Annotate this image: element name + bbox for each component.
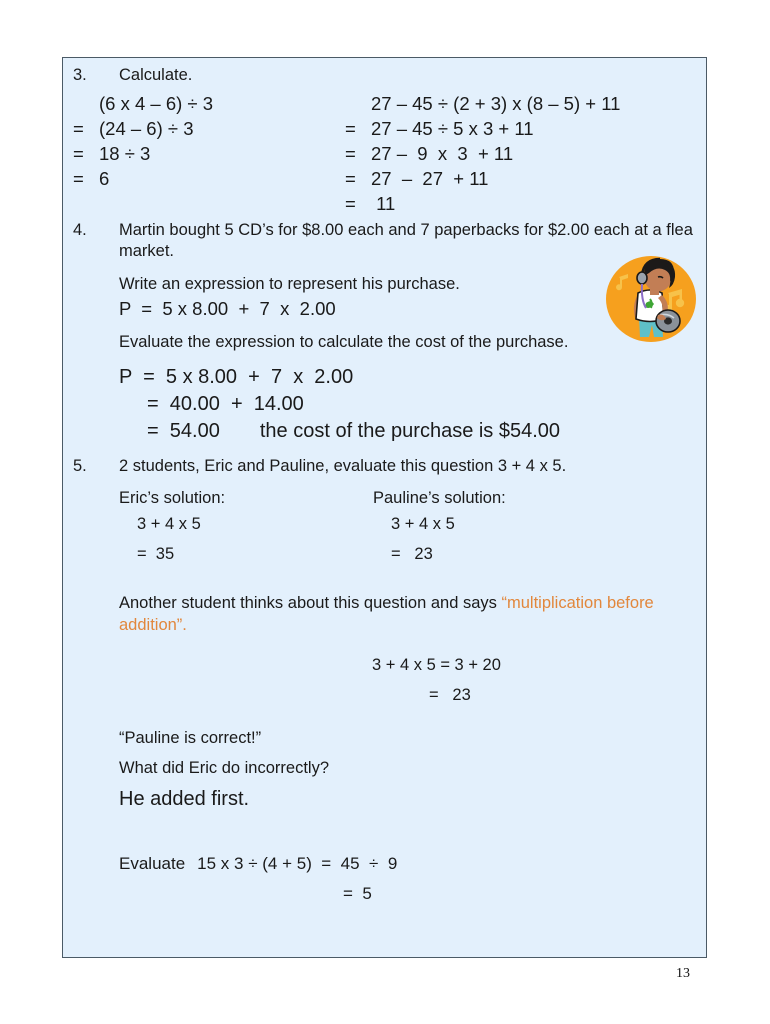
q3-right-step-4: [345, 191, 695, 216]
q4-solution-line-3: [119, 418, 703, 445]
center-work-line-2: = 23: [429, 686, 471, 704]
pauline-solution-line-2: = 23: [391, 545, 433, 563]
pauline-solution-line-1: 3 + 4 x 5: [391, 515, 455, 533]
question-5-evaluate-task: [119, 849, 703, 909]
q3-left-step-3-value: 6: [99, 168, 110, 189]
question-3-right-column: [345, 91, 695, 216]
equals-sign: =: [345, 118, 356, 139]
question-3-prompt: Calculate.: [119, 66, 193, 84]
q3-right-step-3: [345, 166, 695, 191]
another-student-suffix: .: [182, 616, 187, 634]
question-4-ask-evaluate: Evaluate the expression to calculate the cost of the purchase.: [119, 333, 569, 351]
another-student-statement: [119, 592, 679, 636]
pauline-solution-column: [373, 488, 653, 569]
student-answer: He added first.: [119, 788, 250, 810]
boy-with-headphones-icon: [606, 255, 696, 343]
pauline-solution-heading: Pauline’s solution:: [373, 489, 506, 507]
question-4-ask-expression: Write an expression to represent his purchase.: [119, 275, 460, 293]
q3-left-step-3: [73, 166, 363, 191]
worksheet-box: [62, 57, 707, 958]
question-5-center-work: [119, 650, 703, 710]
question-3: [73, 65, 703, 213]
question-3-left-column: [73, 91, 363, 191]
page-number: 13: [676, 966, 690, 981]
question-5-solutions: [119, 488, 703, 588]
q3-left-expression: (6 x 4 – 6) ÷ 3: [99, 93, 214, 114]
q3-right-step-4-value: 11: [371, 193, 396, 214]
question-4-number: 4.: [73, 221, 87, 239]
question-3-header: [73, 65, 703, 89]
q3-right-step-1: [345, 116, 695, 141]
q3-left-step-1-value: (24 – 6) ÷ 3: [99, 118, 194, 139]
question-3-columns: [73, 91, 703, 213]
question-4-expression: P = 5 x 8.00 + 7 x 2.00: [119, 298, 336, 319]
another-student-prefix: Another student thinks about this question and says: [119, 594, 502, 612]
verdict-text: “Pauline is correct!”: [119, 729, 262, 747]
question-5: [73, 456, 703, 909]
q3-right-step-2: [345, 141, 695, 166]
q3-left-step-2: [73, 141, 363, 166]
eric-solution-column: [119, 488, 369, 569]
q3-left-step-1: [73, 116, 363, 141]
another-student-quote: “multiplication before addition”: [119, 594, 654, 634]
equals-sign: =: [73, 143, 84, 164]
question-4-stem: Martin bought 5 CD’s for $8.00 each and 7 paperbacks for $2.00 each at a flea market.: [119, 221, 698, 260]
q4-conclusion: the cost of the purchase is $54.00: [259, 420, 561, 442]
q4-solution-line-2: = 40.00 + 14.00: [147, 393, 304, 415]
q3-right-step-3-value: 27 – 27 + 11: [371, 168, 489, 189]
q3-right-expression: 27 – 45 ÷ (2 + 3) x (8 – 5) + 11: [371, 93, 621, 114]
question-5-stem: 2 students, Eric and Pauline, evaluate this question 3 + 4 x 5.: [119, 457, 567, 475]
question-3-number: 3.: [73, 66, 87, 84]
eric-solution-line-2: = 35: [137, 545, 175, 563]
question-5-number: 5.: [73, 457, 87, 475]
q3-left-step-2-value: 18 ÷ 3: [99, 143, 151, 164]
q3-right-step-1-value: 27 – 45 ÷ 5 x 3 + 11: [371, 118, 534, 139]
eric-solution-line-1: 3 + 4 x 5: [137, 515, 201, 533]
q4-solution-line-1: P = 5 x 8.00 + 7 x 2.00: [119, 366, 354, 388]
evaluate-line-2: = 5: [343, 884, 372, 903]
equals-sign: =: [73, 118, 84, 139]
follow-up-question: What did Eric do incorrectly?: [119, 759, 329, 777]
equals-sign: =: [73, 168, 84, 189]
q3-right-step-2-value: 27 – 9 x 3 + 11: [371, 143, 514, 164]
question-5-conclusion: [119, 723, 703, 815]
question-4-solution: [119, 364, 703, 445]
evaluate-line-1: [119, 849, 703, 879]
equals-sign: =: [345, 193, 356, 214]
evaluate-expression: 15 x 3 ÷ (4 + 5) = 45 ÷ 9: [197, 854, 398, 873]
evaluate-label: Evaluate: [119, 854, 186, 873]
q4-solution-value: = 54.00: [147, 420, 220, 442]
center-work-line-1: 3 + 4 x 5 = 3 + 20: [372, 656, 501, 674]
equals-sign: =: [345, 143, 356, 164]
equals-sign: =: [345, 168, 356, 189]
eric-solution-heading: Eric’s solution:: [119, 489, 226, 507]
